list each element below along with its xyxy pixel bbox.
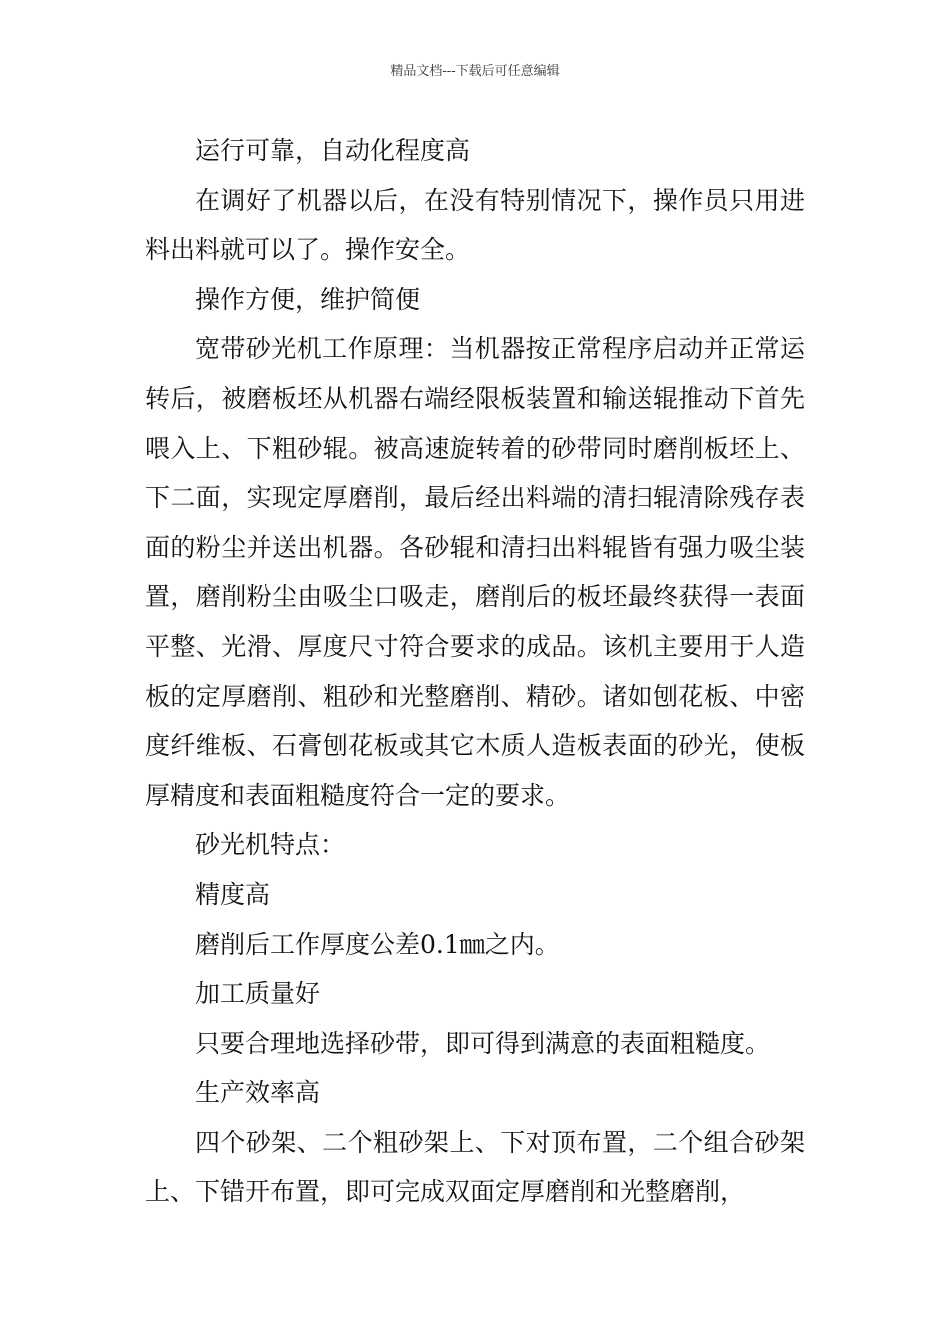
document-body bbox=[145, 126, 805, 1217]
paragraph-heading-efficiency: 生产效率高 bbox=[195, 1078, 321, 1108]
paragraph-heading-reliable: 运行可靠，自动化程度高 bbox=[195, 136, 471, 165]
paragraph-efficiency: 四个砂架、二个粗砂架上、下对顶布置，二个组合砂架上、下错开布置，即可完成双面定厚磨削和光整磨削， bbox=[145, 1127, 805, 1207]
paragraph-quality: 只要合理地选择砂带，即可得到满意的表面粗糙度。 bbox=[195, 1028, 771, 1058]
page-header: 精品文档---下载后可任意编辑 bbox=[390, 64, 560, 79]
paragraph-working-principle: 宽带砂光机工作原理：当机器按正常程序启动并正常运转后，被磨板坯从机器右端经限板装置和输送辊推动下首先喂入上、下粗砂辊。被高速旋转着的砂带同时磨削板坯上、下二面，实现定厚磨削，最后经出料端的清扫辊清除残存表面的粉尘并送出机器。各砂辊和清扫出料辊皆有强力吸尘装置，磨削粉尘由吸尘口吸走，磨削后的板坯最终获得一表面平整、光滑、厚度尺寸符合要求的成品。该机主要用于人造板的定厚磨削、粗砂和光整磨削、精砂。诸如刨花板、中密度纤维板、石膏刨花板或其它木质人造板表面的砂光，使板厚精度和表面粗糙度符合一定的要求。 bbox=[145, 334, 805, 810]
paragraph-operation: 在调好了机器以后，在没有特别情况下，操作员只用进料出料就可以了。操作安全。 bbox=[145, 185, 805, 265]
paragraph-heading-features: 砂光机特点： bbox=[195, 830, 346, 860]
paragraph-heading-precision: 精度高 bbox=[195, 879, 271, 909]
paragraph-precision: 磨削后工作厚度公差0.1㎜之内。 bbox=[195, 929, 560, 959]
paragraph-heading-maintenance: 操作方便，维护简便 bbox=[195, 284, 421, 314]
paragraph-heading-quality: 加工质量好 bbox=[195, 979, 321, 1009]
